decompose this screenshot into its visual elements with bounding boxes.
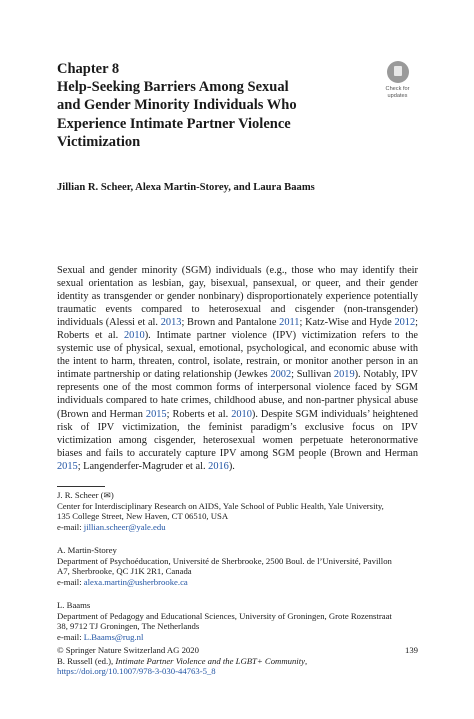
- page-number: 139: [404, 645, 418, 655]
- citation-link[interactable]: 2015: [57, 460, 78, 472]
- email-line: e-mail: L.Baams@rug.nl: [57, 631, 144, 642]
- chapter-title-line: and Gender Minority Individuals Who: [57, 97, 297, 114]
- affiliation-block: [57, 490, 427, 532]
- page-footer: [57, 645, 418, 677]
- affiliation-block: [57, 600, 427, 642]
- chapter-title-line: Experience Intimate Partner Violence: [57, 115, 291, 132]
- doi-link[interactable]: https://doi.org/10.1007/978-3-030-44763-5_8: [57, 666, 216, 677]
- author-name: A. Martin-Storey: [57, 545, 117, 555]
- email-line: e-mail: alexa.martin@usherbrooke.ca: [57, 576, 188, 587]
- citation-link[interactable]: 2016: [208, 460, 229, 472]
- citation-link[interactable]: 2002: [270, 369, 292, 381]
- citation-link[interactable]: 2012: [394, 317, 416, 329]
- chapter-title-line: Help-Seeking Barriers Among Sexual: [57, 79, 289, 95]
- abstract-paragraph: Sexual and gender minority (SGM) individuals (e.g., those who may identify their sexual orientation as lesbian, gay, bisexual, pansexual, or queer, and their gender identity as transgender or gender nonbinary) disproportionately experience potentially traumatic events compared to heterosexual and cisgender (non-transgender) individuals (Alessi et al. 2013; Brown and Pantalone 2011; Katz-Wise and Hyde 2012; Roberts et al. 2010). Intimate partner violence (IPV) victimization refers to the systemic use of physical, sexual, emotional, psychological, and economic abuse with the intent to harm, threaten, control, isolate, restrain, or monitor another person in an intimate partnership or dating relationship (Jewkes 2002; Sullivan 2019). Notably, IPV represents one of the most common forms of interpersonal violence faced by SGM individuals compared to hate crimes, childhood abuse, and non-partner physical abuse (Brown and Herman 2015; Roberts et al. 2010). Despite SGM individuals’ heightened risk of IPV victimization, the feminist paradigm’s exclusive focus on IPV victimization among cisgender, heterosexual women perpetuate heteronormative biases and fails to accurately capture IPV among SGM people (Brown and Herman 2015; Langenderfer-Magruder et al. 2016).: [57, 265, 419, 472]
- email-link[interactable]: alexa.martin@usherbrooke.ca: [83, 576, 188, 587]
- book-title: Intimate Partner Violence and the LGBT+ Community: [115, 655, 305, 666]
- email-link[interactable]: jillian.scheer@yale.edu: [83, 521, 166, 532]
- check-for-updates-text: Check for updates: [385, 86, 410, 99]
- citation-link[interactable]: 2010: [231, 408, 252, 420]
- author-name: J. R. Scheer (✉): [57, 490, 114, 500]
- citation-link[interactable]: 2019: [333, 369, 355, 381]
- affiliation-line: Center for Interdisciplinary Research on AIDS, Yale School of Public Health, Yale University,: [57, 500, 384, 511]
- citation-link[interactable]: 2010: [124, 330, 145, 342]
- copyright-notice: © Springer Nature Switzerland AG 2020: [57, 645, 199, 655]
- citation-link[interactable]: 2011: [279, 317, 300, 329]
- author-name: L. Baams: [57, 600, 91, 610]
- affiliation-line: Department of Pedagogy and Educational Sciences, University of Groningen, Grote Rozenstraat: [57, 610, 392, 621]
- chapter-header: [57, 60, 357, 151]
- check-for-updates-icon: [387, 61, 409, 83]
- author-list: Jillian R. Scheer, Alexa Martin-Storey, and Laura Baams: [57, 182, 315, 193]
- affiliation-block: [57, 545, 427, 587]
- affiliation-line: A7, Sherbrooke, QC J1K 2R1, Canada: [57, 566, 192, 577]
- check-for-updates-badge[interactable]: [381, 61, 414, 105]
- affiliation-line: 135 College Street, New Haven, CT 06510, USA: [57, 511, 229, 522]
- chapter-title-line: Victimization: [57, 133, 141, 150]
- chapter-title: [57, 78, 357, 151]
- chapter-label: Chapter 8: [57, 61, 120, 77]
- citation-link[interactable]: 2015: [145, 408, 167, 420]
- footnote-divider: [57, 486, 105, 487]
- email-link[interactable]: L.Baams@rug.nl: [83, 631, 144, 642]
- affiliation-line: 38, 9712 TJ Groningen, The Netherlands: [57, 621, 200, 632]
- affiliation-line: Department of Psychoéducation, Université de Sherbrooke, 2500 Boul. de l’Université, Pavillon: [57, 555, 392, 566]
- email-line: e-mail: jillian.scheer@yale.edu: [57, 521, 166, 532]
- citation-line: B. Russell (ed.), Intimate Partner Violence and the LGBT+ Community,: [57, 655, 308, 666]
- citation-link[interactable]: 2013: [160, 317, 182, 329]
